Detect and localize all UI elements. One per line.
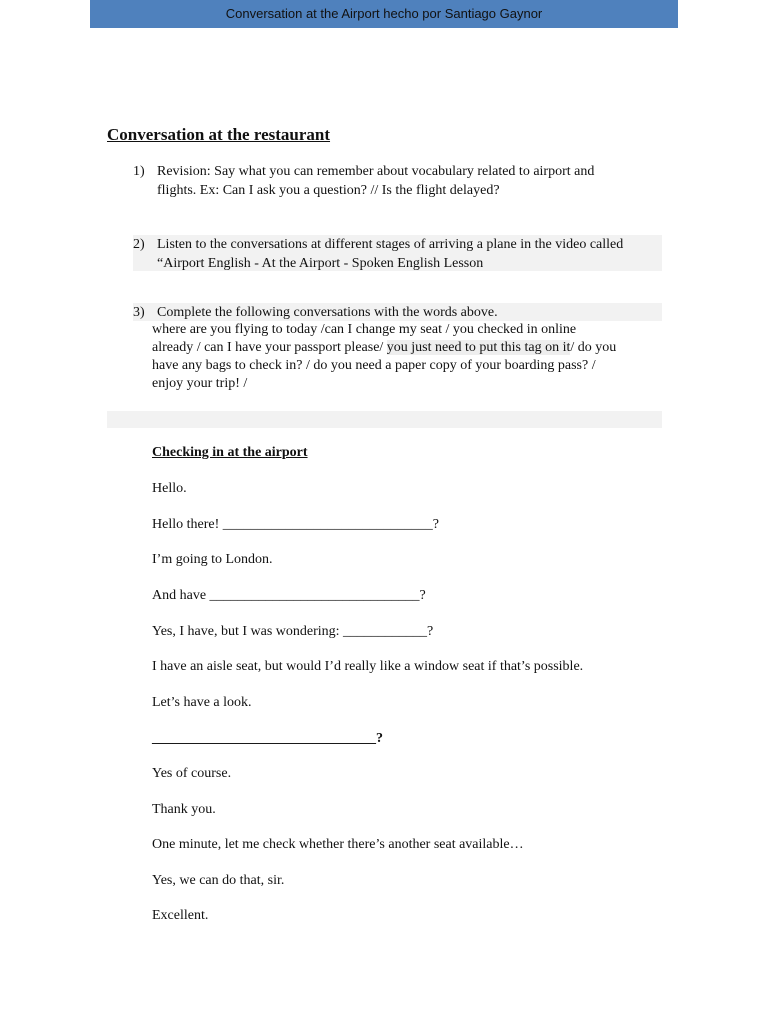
- dialogue-line: ________________________________?: [152, 731, 383, 746]
- page-header-bar: [90, 0, 678, 28]
- word-bank-segment: / do you: [570, 340, 617, 355]
- dialogue-line: Let’s have a look.: [152, 695, 252, 710]
- document-title: Conversation at the restaurant: [107, 125, 331, 144]
- word-bank-line: [152, 339, 672, 357]
- list-item-text: “Airport English - At the Airport - Spoken English Lesson: [157, 256, 484, 271]
- dialogue-line: One minute, let me check whether there’s another seat available…: [152, 837, 524, 852]
- list-item-text: flights. Ex: Can I ask you a question? // Is the flight delayed?: [157, 183, 500, 198]
- list-number: 2): [133, 237, 145, 252]
- section-shading: [107, 411, 662, 428]
- dialogue-line: Hello there! ______________________________?: [152, 517, 439, 532]
- list-number: 3): [133, 305, 145, 320]
- section-heading: Checking in at the airport: [152, 445, 308, 460]
- dialogue-line: And have ______________________________?: [152, 588, 426, 603]
- dialogue-line: I have an aisle seat, but would I’d really like a window seat if that’s possible.: [152, 659, 584, 674]
- dialogue-line: Excellent.: [152, 908, 209, 923]
- word-bank-line: have any bags to check in? / do you need a paper copy of your boarding pass? /: [152, 358, 596, 373]
- word-bank-line: where are you flying to today /can I change my seat / you checked in online: [152, 322, 577, 337]
- word-bank-line: enjoy your trip! /: [152, 376, 248, 391]
- header-title: Conversation at the Airport hecho por Santiago Gaynor: [225, 6, 543, 21]
- word-bank-highlight: you just need to put this tag on it: [386, 340, 571, 355]
- dialogue-line: Yes of course.: [152, 766, 232, 781]
- list-item-text: Listen to the conversations at different stages of arriving a plane in the video called: [157, 237, 624, 252]
- list-item-text: Complete the following conversations with the words above.: [157, 305, 498, 320]
- list-number: 1): [133, 164, 145, 179]
- list-item-text: Revision: Say what you can remember about vocabulary related to airport and: [157, 164, 595, 179]
- word-bank: [152, 321, 672, 393]
- word-bank-segment: already / can I have your passport please/: [152, 340, 387, 355]
- dialogue-line: Hello.: [152, 481, 187, 496]
- dialogue-line: I’m going to London.: [152, 552, 273, 567]
- dialogue-line: Yes, I have, but I was wondering: ____________?: [152, 624, 434, 639]
- dialogue-line: Thank you.: [152, 802, 216, 817]
- dialogue-line: Yes, we can do that, sir.: [152, 873, 285, 888]
